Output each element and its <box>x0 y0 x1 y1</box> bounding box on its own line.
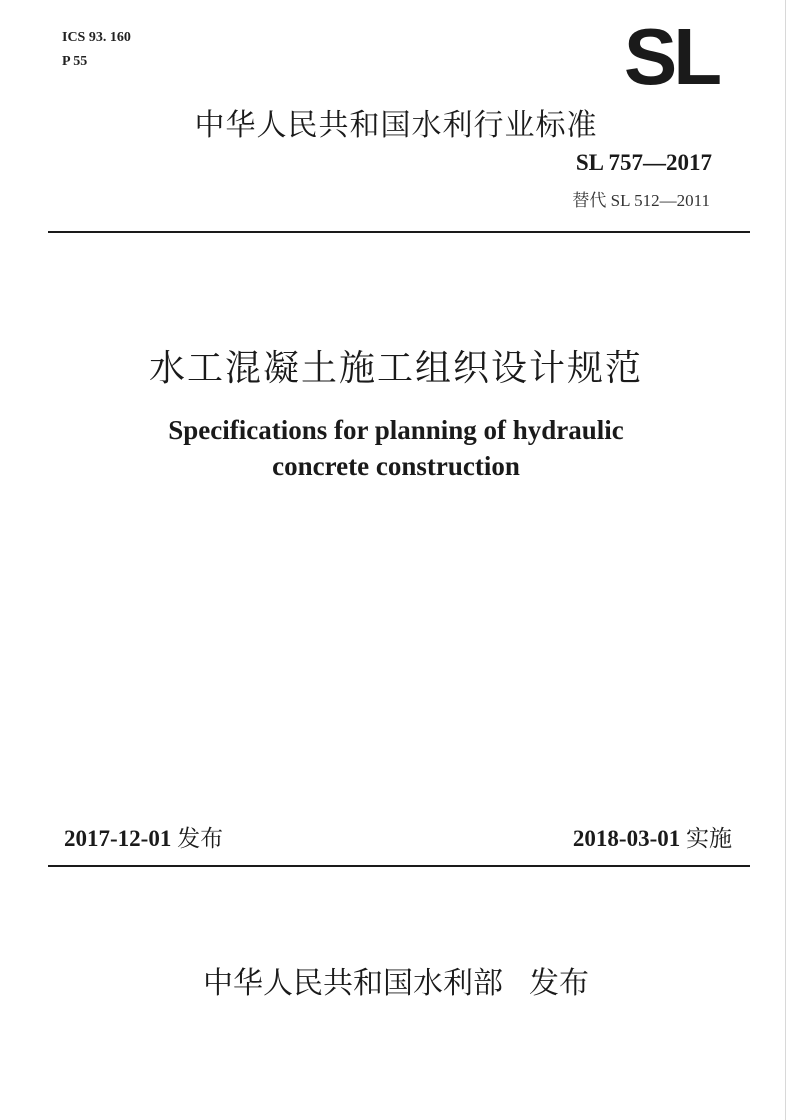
document-title-en-line1: Specifications for planning of hydraulic <box>168 415 624 445</box>
page-edge <box>785 0 786 1120</box>
publisher-action: 发布 <box>529 966 589 1001</box>
sl-logo <box>606 22 736 92</box>
bottom-rule <box>48 865 750 867</box>
category-code: P 55 <box>62 54 88 69</box>
effective-date-block <box>573 820 732 853</box>
document-title-cn: 水工混凝土施工组织设计规范 <box>148 348 643 389</box>
standard-category: 中华人民共和国水利行业标准 <box>194 108 598 143</box>
issue-date-block <box>64 820 223 853</box>
issue-label: 发布 <box>177 826 224 852</box>
classification-block <box>62 26 131 74</box>
effective-date: 2018-03-01 <box>572 826 681 851</box>
publisher-name: 中华人民共和国水利部 <box>203 966 503 1001</box>
sl-logo-text: SL <box>623 22 719 92</box>
top-rule <box>48 231 750 233</box>
replaces-standard: 替代 SL 512—2011 <box>572 191 710 210</box>
ics-code: ICS 93. 160 <box>62 30 131 45</box>
effective-label: 实施 <box>686 826 732 852</box>
publisher-block <box>0 958 792 1002</box>
issue-date: 2017-12-01 <box>64 826 172 851</box>
document-title-en <box>0 412 792 484</box>
standard-number: SL 757—2017 <box>575 150 712 175</box>
document-title-en-line2: concrete construction <box>272 451 520 481</box>
